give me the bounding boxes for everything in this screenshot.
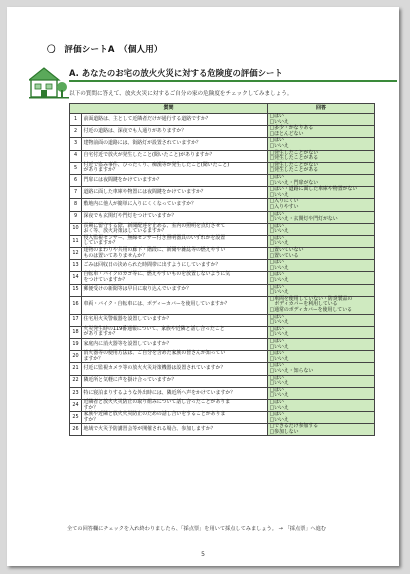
answer-option[interactable]: □いいえ <box>269 118 289 125</box>
question-cell <box>82 399 268 411</box>
question-text: ものは置いてありませんか？ <box>83 252 148 259</box>
question-text: ごみは回収日の決められた時間帯に出すようにしていますか？ <box>83 262 221 269</box>
question-text: 付近の道路は、深夜でも人通りがありますか？ <box>83 127 187 134</box>
answer-option[interactable]: □はい <box>269 411 284 418</box>
question-text: 前面道路は、主として近隣者だけが通行する道路ですか？ <box>83 115 211 122</box>
question-number: 21 <box>70 363 82 375</box>
answer-cell <box>268 399 375 411</box>
answer-cell <box>268 296 375 314</box>
question-text: 深夜でも玄関灯や門灯をつけていますか？ <box>83 213 177 220</box>
answer-option[interactable]: □ほとんどない <box>269 130 304 137</box>
answer-option[interactable]: □通常のボディカバーを使用している <box>269 307 352 313</box>
question-number: 12 <box>70 248 82 260</box>
answer-option[interactable]: □できるだけ参加する <box>269 423 319 430</box>
answer-cell <box>268 162 375 174</box>
question-text: 建物前面の道路には、街路灯が設置されていますか？ <box>83 140 201 147</box>
question-number: 22 <box>70 375 82 387</box>
answer-option[interactable]: □はい <box>269 259 284 266</box>
question-number: 14 <box>70 272 82 284</box>
question-number: 13 <box>70 260 82 272</box>
answer-option[interactable]: □はい <box>269 234 284 241</box>
question-cell <box>82 296 268 314</box>
answer-option[interactable]: □いいえ <box>269 392 289 399</box>
question-number: 8 <box>70 199 82 211</box>
answer-option[interactable]: □はい <box>269 350 284 357</box>
answer-option[interactable]: □発生したことがある <box>269 167 319 174</box>
question-text: 自宅付近で放火が発生したこと(聞いたこと)がありますか？ <box>83 152 215 159</box>
answer-option[interactable]: □はい <box>269 222 284 229</box>
question-text: 敷地内に他人が簡単に入りにくくなっていますか？ <box>83 201 196 208</box>
question-text: すか？ <box>83 416 99 423</box>
answer-option[interactable]: □発生したことがない <box>269 161 319 168</box>
question-text: がありますか？ <box>83 167 118 174</box>
question-cell <box>82 235 268 247</box>
answer-option[interactable]: □はい <box>269 337 284 344</box>
table-row <box>70 424 375 436</box>
table-row <box>70 114 375 126</box>
answer-option[interactable]: □はい <box>269 173 284 180</box>
table-row <box>70 138 375 150</box>
answer-option[interactable]: □置いていない <box>269 247 304 254</box>
answer-option[interactable]: □はい <box>269 398 284 405</box>
answer-option[interactable]: □いいえ <box>269 404 289 411</box>
answer-option[interactable]: □いいえ・玄関灯や門灯がない <box>269 216 338 223</box>
question-text: 近隣者と放火火災防止の取り組みについて話し合ったことがありま <box>83 398 231 405</box>
table-header-row <box>70 104 375 114</box>
question-cell <box>82 412 268 424</box>
page-number: 5 <box>201 551 205 558</box>
answer-cell <box>268 272 375 284</box>
document-page <box>7 7 399 566</box>
table-row <box>70 272 375 284</box>
question-text: 門扉には夜間鍵をかけていますか？ <box>83 176 162 183</box>
answer-cell <box>268 199 375 211</box>
question-cell <box>82 150 268 162</box>
table-row <box>70 162 375 174</box>
table-row <box>70 412 375 424</box>
question-cell <box>82 284 268 296</box>
question-cell <box>82 424 268 436</box>
intro-text: 以下の質問に答えて、放火火災に対するご自分の家の危険度をチェックしてみましょう。 <box>69 91 293 97</box>
question-cell <box>82 162 268 174</box>
question-number: 6 <box>70 174 82 186</box>
question-cell <box>82 174 268 186</box>
answer-option[interactable]: □はい・道路に面した車庫や物置がない <box>269 186 358 193</box>
answer-cell <box>268 174 375 186</box>
answer-cell <box>268 338 375 350</box>
table-row <box>70 351 375 363</box>
question-cell <box>82 211 268 223</box>
question-cell <box>82 351 268 363</box>
table-row <box>70 375 375 387</box>
question-cell <box>82 326 268 338</box>
question-text: 家庭内に消火器等を設置していますか？ <box>83 340 172 347</box>
answer-cell <box>268 284 375 296</box>
sheet-subtitle: A. あなたのお宅の放火火災に対する危険度の評価シート <box>69 68 283 78</box>
answer-option[interactable]: □いいえ <box>269 264 289 271</box>
question-number: 9 <box>70 211 82 223</box>
answer-option[interactable]: □いいえ・門扉がない <box>269 179 319 186</box>
answer-option[interactable]: □はい <box>269 386 284 393</box>
question-number: 3 <box>70 138 82 150</box>
answer-option[interactable]: □いいえ <box>269 319 289 326</box>
question-text: 消火器等の使用方法は、ご自分を含めた家族の皆さんが知ってい <box>83 350 226 357</box>
question-text: 侵入監視センサー、無線センサー付き照明器具のいずれかを設置 <box>83 234 226 241</box>
question-text: すか？ <box>83 404 99 411</box>
answer-option[interactable]: □いいえ <box>269 416 289 423</box>
question-cell <box>82 248 268 260</box>
question-number: 26 <box>70 424 82 436</box>
question-number: 7 <box>70 187 82 199</box>
table-row <box>70 296 375 314</box>
question-text: 自転車・バイクのカゴ等に、燃えやすいものを放置しないように気 <box>83 271 231 278</box>
question-number: 25 <box>70 412 82 424</box>
question-text: ますか？ <box>83 355 104 362</box>
table-row <box>70 199 375 211</box>
answer-option[interactable]: ボディカバーを利用している <box>269 301 338 308</box>
question-column-header: 質問 <box>70 104 268 114</box>
answer-cell <box>268 126 375 138</box>
question-cell <box>82 199 268 211</box>
answer-option[interactable]: □はい <box>269 137 284 144</box>
question-cell <box>82 272 268 284</box>
question-cell <box>82 387 268 399</box>
answer-cell <box>268 248 375 260</box>
table-row <box>70 326 375 338</box>
table-row <box>70 150 375 162</box>
question-text: 付近に監視カメラ等の放火火災対策機器は設置されていますか？ <box>83 365 226 372</box>
answer-option[interactable]: □いいえ <box>269 343 289 350</box>
answer-option[interactable]: □いいえ <box>269 380 289 387</box>
answer-option[interactable]: □はい <box>269 374 284 381</box>
sheet-heading: 〇 評価シートA （個人用） <box>47 45 163 55</box>
question-number: 2 <box>70 126 82 138</box>
question-number: 19 <box>70 338 82 350</box>
answer-option[interactable]: □置いている <box>269 252 299 259</box>
question-number: 23 <box>70 387 82 399</box>
question-number: 5 <box>70 162 82 174</box>
answer-option[interactable]: □発生したことがある <box>269 155 319 162</box>
answer-cell <box>268 260 375 272</box>
answer-option[interactable]: □いいえ <box>269 191 289 198</box>
question-text: 住宅用火災警報器を設置していますか？ <box>83 316 172 323</box>
answer-cell <box>268 223 375 235</box>
question-cell <box>82 138 268 150</box>
answer-option[interactable]: □はい <box>269 325 284 332</box>
table-row <box>70 187 375 199</box>
table-row <box>70 284 375 296</box>
answer-option[interactable]: □はい <box>269 362 284 369</box>
question-cell <box>82 375 268 387</box>
table-row <box>70 338 375 350</box>
table-row <box>70 174 375 186</box>
house-icon <box>29 65 69 101</box>
answer-cell <box>268 363 375 375</box>
question-cell <box>82 363 268 375</box>
answer-option[interactable]: □いいえ <box>269 240 289 247</box>
table-row <box>70 235 375 247</box>
answer-option[interactable]: □はい <box>269 113 284 119</box>
question-number: 11 <box>70 235 82 247</box>
answer-option[interactable]: □いいえ <box>269 142 289 149</box>
table-row <box>70 223 375 235</box>
answer-option[interactable]: □車両を使用していない・防炎製品の <box>269 295 353 302</box>
answer-cell <box>268 187 375 199</box>
answer-option[interactable]: □はい <box>269 313 284 320</box>
question-cell <box>82 314 268 326</box>
question-text: 道路に面した車庫や物置には夜間鍵をかけていますか？ <box>83 188 206 195</box>
question-text: していますか？ <box>83 240 118 247</box>
answer-option[interactable]: □はい <box>269 271 284 278</box>
table-row <box>70 211 375 223</box>
question-text: がありますか？ <box>83 331 118 338</box>
answer-cell <box>268 235 375 247</box>
table-row <box>70 126 375 138</box>
answer-cell <box>268 424 375 436</box>
question-number: 16 <box>70 296 82 314</box>
question-number: 24 <box>70 399 82 411</box>
answer-option[interactable]: □いいえ <box>269 289 289 296</box>
evaluation-table <box>69 103 375 436</box>
answer-option[interactable]: □発生したことがない <box>269 149 319 156</box>
answer-option[interactable]: □はい <box>269 210 284 217</box>
table-row <box>70 399 375 411</box>
question-text: 郵便受けの新聞等は早目に取り込んでいますか？ <box>83 286 192 293</box>
question-cell <box>82 223 268 235</box>
question-cell <box>82 187 268 199</box>
question-cell <box>82 126 268 138</box>
answer-option[interactable]: □いいえ・知らない <box>269 367 314 374</box>
answer-cell <box>268 387 375 399</box>
answer-option[interactable]: □入りにくい <box>269 198 299 205</box>
answer-option[interactable]: □いいえ <box>269 277 289 284</box>
question-number: 15 <box>70 284 82 296</box>
question-number: 20 <box>70 351 82 363</box>
question-cell <box>82 338 268 350</box>
subtitle-underline <box>69 80 397 82</box>
question-text: 地域で火災予防講習会等が開催される場合、参加しますか？ <box>83 426 216 433</box>
answer-cell <box>268 375 375 387</box>
question-text: 特に寝泊まりするような外出時には、隣近所へ声をかけていますか？ <box>83 389 236 396</box>
answer-cell <box>268 351 375 363</box>
answer-option[interactable]: □いいえ <box>269 228 289 235</box>
answer-cell <box>268 138 375 150</box>
question-text: 付近で盗み事件、ひったくり、痴漢等が発生したこと(聞いたこと) <box>83 161 230 168</box>
table-row <box>70 363 375 375</box>
answer-cell <box>268 150 375 162</box>
table-row <box>70 387 375 399</box>
answer-column-header: 回答 <box>268 104 375 114</box>
answer-cell <box>268 114 375 126</box>
answer-option[interactable]: □参加しない <box>269 428 299 435</box>
question-number: 1 <box>70 114 82 126</box>
answer-cell <box>268 326 375 338</box>
question-text: 長期に留守する際、新聞配達を止める、室内の照明を点灯させて <box>83 222 226 229</box>
table-row <box>70 248 375 260</box>
question-number: 17 <box>70 314 82 326</box>
question-number: 18 <box>70 326 82 338</box>
answer-cell <box>268 314 375 326</box>
question-text: をつけていますか？ <box>83 277 128 284</box>
question-text: 車両・バイク・自転車には、ボディーカバーを使用していますか？ <box>83 301 230 308</box>
footer-instruction: 全ての回答欄にチェックを入れ終わりましたら、「採点票」を用いて採点してみましょう。 → 「採点票」へ進む <box>67 526 327 532</box>
answer-option[interactable]: □いいえ <box>269 331 289 338</box>
answer-option[interactable]: □いいえ <box>269 355 289 362</box>
question-text: 隣近所と気軽に声を掛け合っていますか？ <box>83 377 177 384</box>
answer-cell <box>268 211 375 223</box>
question-text: 火災発生時の119番通報について、家族や近隣と話し合ったこと <box>83 325 225 332</box>
subtitle-row <box>29 63 389 103</box>
answer-option[interactable]: □はい <box>269 283 284 290</box>
question-number: 4 <box>70 150 82 162</box>
question-number: 10 <box>70 223 82 235</box>
answer-option[interactable]: □入りやすい <box>269 203 299 210</box>
answer-cell <box>268 412 375 424</box>
question-text: おく等、放火対策はしているますか？ <box>83 228 167 235</box>
answer-option[interactable]: □多少・かなりある <box>269 125 314 132</box>
question-cell <box>82 114 268 126</box>
table-row <box>70 314 375 326</box>
question-text: 家族や近隣と放火火災防止のための話し合いをすることがありま <box>83 411 226 418</box>
question-text: 建物のまわりや共用の廊下・階段に、新聞や雑誌等の燃えやすい <box>83 247 226 254</box>
